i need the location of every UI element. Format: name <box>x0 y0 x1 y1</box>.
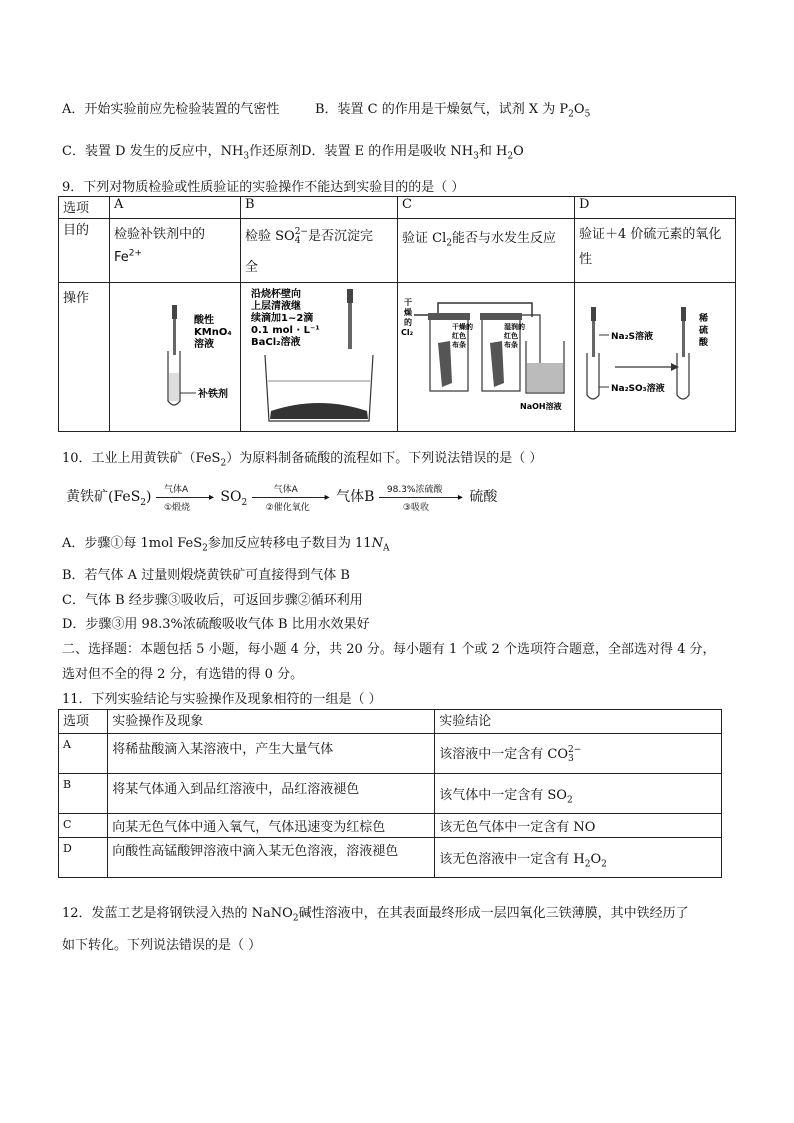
flow-arrow-1 <box>156 485 216 513</box>
superscript: 2− <box>294 226 308 237</box>
option-d-text: O <box>513 144 524 159</box>
precipitate <box>270 403 368 419</box>
fig-d-label1: Na₂S溶液 <box>611 332 654 342</box>
fig-d-label5: 酸 <box>699 338 709 348</box>
purpose-a-ion <box>114 250 236 265</box>
row-operation: 将稀盐酸滴入某溶液中，产生大量气体 <box>108 734 435 774</box>
subscript: 3 <box>568 753 574 764</box>
fig-c-label3: 的 <box>404 318 412 327</box>
text: ) <box>146 489 152 505</box>
row-conclusion: 该无色气体中一定含有 NO <box>435 814 722 838</box>
flow-arrow-3 <box>379 485 465 513</box>
q10-option-c: C．气体 B 经步骤③吸收后，可返回步骤②循环利用 <box>62 593 363 608</box>
option-c-text: 作还原剂 <box>249 144 302 159</box>
flow-so2: SO <box>220 489 242 505</box>
row-operation: 将某气体通入到品红溶液中，品红溶液褪色 <box>108 774 435 814</box>
dropper-bulb <box>347 289 353 303</box>
subscript: 2 <box>566 795 573 806</box>
q9-header-c: C <box>398 197 575 219</box>
fig-d-label4: 硫 <box>699 326 709 336</box>
arrow-head-icon: ▸ <box>324 492 330 503</box>
fig-c-label1: 干 <box>404 298 412 307</box>
text: 10．工业上用黄铁矿（FeS <box>62 451 221 466</box>
arrow-label-top: 98.3%浓硫酸 <box>386 485 443 495</box>
fig-a-label-kmno4: KMnO₄ <box>194 327 232 338</box>
subscript: 2 <box>202 543 208 554</box>
fig-d-label2: Na₂SO₃溶液 <box>611 384 665 394</box>
arrow-label-bottom: ①煅烧 <box>163 503 191 513</box>
dry-cloth <box>438 341 452 387</box>
purpose-d-line1: 验证＋4 价硫元素的氧化 <box>579 227 722 242</box>
q10-option-a <box>62 532 390 554</box>
text: A．步骤①每 1mol FeS <box>62 536 203 551</box>
arrow-label-top: 气体A <box>163 485 189 495</box>
arrow-head-icon <box>671 363 679 371</box>
dropper-tube <box>592 321 595 357</box>
subscript: 2 <box>601 859 607 870</box>
text: 验证 Cl <box>402 231 447 246</box>
fig-c-label10: 布条 <box>504 341 518 349</box>
dropper-tube <box>173 319 176 355</box>
fig-a-label-iron: 补铁剂 <box>198 389 228 400</box>
fig-b-label2: 上层清液继 <box>251 301 301 312</box>
avogadro-n: N <box>371 536 383 551</box>
q9-stem: 9．下列对物质检验或性质验证的实验操作不能达到实验目的的是（ ） <box>62 180 465 195</box>
subscript: 2 <box>241 497 248 508</box>
option-b-text: O <box>573 102 585 117</box>
q9-row-purpose-label: 目的 <box>59 219 110 283</box>
text: 该气体中一定含有 SO <box>439 788 567 803</box>
subscript: 3 <box>243 151 250 162</box>
section2-line1: 二、选择题：本题包括 5 小题，每小题 4 分，共 20 分。每小题有 1 个或 2 个选项符合题意，全部选对得 4 分， <box>62 642 716 657</box>
row-option: D <box>59 838 108 878</box>
row-operation: 向酸性高锰酸钾溶液中滴入某无色溶液，溶液褪色 <box>108 838 435 878</box>
q12-line1 <box>62 902 689 924</box>
text: ）为原料制备硫酸的流程如下。下列说法错误的是（ ） <box>226 451 543 466</box>
q9-purpose-c <box>398 219 575 283</box>
fig-c-label2: 燥 <box>404 308 412 317</box>
q9-table <box>58 196 736 432</box>
bottle-1-stopper <box>428 313 470 320</box>
q11-header-operation: 实验操作及现象 <box>108 710 435 734</box>
fig-c-label11: NaOH溶液 <box>520 402 562 411</box>
fig-b-label3: 续滴加1~2滴 <box>251 313 314 324</box>
row-conclusion <box>435 734 722 774</box>
option-a-line <box>62 98 279 117</box>
q9-header-b: B <box>241 197 398 219</box>
arrow-line <box>156 497 212 498</box>
flow-start: 黄铁矿(FeS <box>66 489 141 505</box>
text: 碱性溶液中，在其表面最终形成一层四氧化三铁薄膜，其中铁经历了 <box>298 906 689 921</box>
arrow-label-top: 气体A <box>273 485 298 495</box>
table-row <box>59 814 722 838</box>
subscript: 2 <box>568 109 574 120</box>
table-row <box>59 734 722 774</box>
arrow-head-icon: ▸ <box>457 492 463 503</box>
option-b-text: B．装置 C 的作用是干燥氨气，试剂 X 为 P <box>315 102 569 117</box>
purpose-d-line2: 性 <box>579 252 593 267</box>
subscript: 2 <box>584 859 591 870</box>
q9-purpose-b <box>241 219 398 283</box>
naoh-liquid <box>527 363 563 392</box>
text: 该溶液中一定含有 CO <box>439 747 569 763</box>
q9-purpose-a <box>110 219 241 283</box>
q9-figure-c <box>398 283 575 432</box>
option-cd-line <box>62 140 524 162</box>
dropper-tube <box>682 321 685 357</box>
option-d-text: 和 H <box>478 144 508 159</box>
dropper-bulb <box>681 307 686 321</box>
subscript: 4 <box>294 235 301 246</box>
row-option: C <box>59 814 108 838</box>
superscript: 2+ <box>128 248 143 259</box>
flow-end: 硫酸 <box>469 489 498 505</box>
table-row <box>59 774 722 814</box>
wet-cloth <box>490 341 504 387</box>
option-c-text: C．装置 D 发生的反应中，NH <box>62 144 244 159</box>
section2-line2: 选对但不全的得 2 分，有选错的得 0 分。 <box>62 667 304 682</box>
fig-c-label4: Cl₂ <box>401 328 414 337</box>
subscript: 2 <box>220 458 227 469</box>
purpose-b-line1 <box>245 225 393 246</box>
text: 该无色溶液中一定含有 H <box>439 852 585 867</box>
arrow-label-bottom: ②催化氧化 <box>265 503 310 513</box>
flow-gas-b: 气体B <box>336 489 375 505</box>
option-a-text: A．开始实验前应先检验装置的气密性 <box>62 102 280 117</box>
arrow-line <box>379 497 461 498</box>
text: O <box>590 852 602 867</box>
fig-d-label3: 稀 <box>699 314 709 324</box>
fig-c-label6: 红色 <box>452 332 466 340</box>
row-option: B <box>59 774 108 814</box>
q9-figure-a <box>110 283 241 432</box>
text: 参加反应转移电子数目为 11 <box>207 536 372 551</box>
q11-stem: 11．下列实验结论与实验操作及现象相符的一组是（ ） <box>62 692 382 707</box>
purpose-b-line2: 全 <box>245 259 259 275</box>
fig-c-label5: 干燥的 <box>452 323 473 331</box>
fig-a-label-acid: 酸性 <box>194 315 214 326</box>
subscript: 2 <box>292 913 299 924</box>
q10-flow <box>66 485 498 513</box>
q11-table <box>58 709 722 878</box>
q9-header-option: 选项 <box>59 197 110 219</box>
text: 检验 SO <box>245 229 295 244</box>
dropper-tube <box>348 303 352 349</box>
text: 能否与水发生反应 <box>451 231 556 246</box>
q12-line2: 如下转化。下列说法错误的是（ ） <box>62 938 262 953</box>
option-d-text: D．装置 E 的作用是吸收 NH <box>301 144 474 159</box>
table-row <box>59 838 722 878</box>
text: 12．发蓝工艺是将钢铁浸入热的 NaNO <box>62 906 293 921</box>
subscript: 2 <box>140 497 147 508</box>
arrow-line <box>252 497 328 498</box>
subscript: 5 <box>584 109 591 120</box>
chlorine-apparatus-figure <box>398 283 574 427</box>
q9-purpose-d <box>575 219 736 283</box>
fig-b-label5: BaCl₂溶液 <box>251 337 301 348</box>
q9-header-a: A <box>110 197 241 219</box>
liquid <box>169 373 179 401</box>
fig-b-label1: 沿烧杯壁向 <box>251 289 301 300</box>
fig-c-label8: 湿润的 <box>504 323 525 331</box>
fig-a-label-solution: 溶液 <box>194 339 214 350</box>
bottle-2-stopper <box>480 313 522 320</box>
row-option: A <box>59 734 108 774</box>
arrow-head-icon: ▸ <box>208 492 214 503</box>
flow-arrow-2 <box>252 485 332 513</box>
dropper-bulb <box>591 307 596 321</box>
q11-header-conclusion: 实验结论 <box>435 710 722 734</box>
q9-row-op-label: 操作 <box>59 283 110 432</box>
subscript: 2 <box>507 151 514 162</box>
sulfur-reaction-figure <box>575 283 735 427</box>
option-b-line <box>315 98 591 120</box>
subscript: 3 <box>473 151 479 162</box>
q9-header-d: D <box>575 197 736 219</box>
fig-c-label9: 红色 <box>504 332 518 340</box>
q9-figure-d <box>575 283 736 432</box>
row-conclusion <box>435 838 722 878</box>
q9-figure-b <box>241 283 398 432</box>
purpose-a-line1: 检验补铁剂中的 <box>114 227 206 242</box>
subscript: 2 <box>446 238 452 249</box>
subscript: A <box>382 543 390 554</box>
row-conclusion <box>435 774 722 814</box>
q10-stem <box>62 447 543 469</box>
dropper-bulb <box>172 305 177 319</box>
fig-b-label4: 0.1 mol · L⁻¹ <box>251 325 320 336</box>
fig-c-label7: 布条 <box>452 341 466 349</box>
q10-option-d: D．步骤③用 98.3%浓硫酸吸收气体 B 比用水效果好 <box>62 617 370 632</box>
row-operation: 向某无色气体中通入氧气，气体迅速变为红棕色 <box>108 814 435 838</box>
q10-option-b: B．若气体 A 过量则煅烧黄铁矿可直接得到气体 B <box>62 568 350 583</box>
test-tube-1 <box>587 353 599 399</box>
q11-header-option: 选项 <box>59 710 108 734</box>
arrow-label-bottom: ③吸收 <box>402 503 429 513</box>
superscript: 2− <box>568 744 582 755</box>
test-tube-2 <box>677 353 689 399</box>
dropper-test-tube-figure <box>110 283 240 427</box>
text: 是否沉淀完 <box>307 229 373 244</box>
beaker-figure <box>241 283 397 427</box>
ion-text: Fe <box>114 250 129 265</box>
